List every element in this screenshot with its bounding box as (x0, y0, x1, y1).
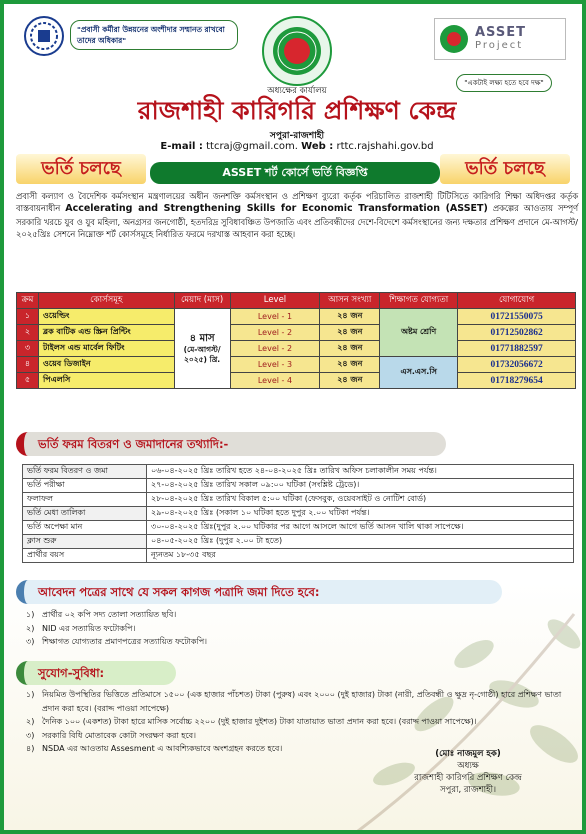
row-sl: ৫ (17, 373, 39, 389)
schedule-value: ০৬-০৪-২০২৫ খ্রিঃ তারিখ হতে ২৪-০৪-২০২৫ খ্রিঃ তারিখ অফিস চলাকালীন সময় পর্যন্ত। (147, 465, 574, 479)
contact-line (4, 141, 586, 152)
schedule-value: ০৪-০৫-২০২৫ খ্রিঃ (দুপুর ২.০০ টা হতে) (147, 535, 574, 549)
admission-banner-left: ভর্তি চলছে (16, 154, 146, 184)
asset-project-logo (434, 18, 566, 60)
row-seats: ২৪ জন (320, 373, 380, 389)
list-item (26, 608, 207, 622)
item-number: ২) (26, 623, 35, 633)
item-number: ৪) (26, 744, 35, 753)
table-row (23, 479, 574, 493)
course-table (16, 292, 576, 389)
header-level: Level (230, 293, 320, 309)
admission-banner-right: ভর্তি চলছে (440, 154, 570, 184)
qualification-class-eight: অষ্টম শ্রেণি (380, 309, 458, 357)
intro-project-name: Accelerating and Strengthening Skills for Economic Transformation (ASSET) (65, 203, 488, 215)
duration-cell (174, 309, 230, 389)
table-row (23, 521, 574, 535)
item-text: NID এর সত্যায়িত ফটোকপি। (42, 623, 136, 633)
signatory-org: রাজশাহী কারিগরি প্রশিক্ষণ কেন্দ্র (414, 773, 522, 783)
row-course: পিএলসি (38, 373, 174, 389)
row-course: ব্লক বাটিক এন্ড স্ক্রিন প্রিন্টিং (38, 325, 174, 341)
benefits-section-title: সুযোগ-সুবিধা: (16, 661, 176, 685)
item-text: NSDA এর আওতায় Assesment এ আবশ্যিকভাবে অংশগ্রহন করতে হবে। (42, 744, 283, 753)
asset-logo-sub: Project (475, 40, 524, 51)
item-number: ৩) (26, 730, 35, 740)
list-item (26, 715, 566, 729)
item-number: ৩) (26, 637, 35, 646)
duration-sub: (মে-আগস্ট/ ২০২৫) খ্রি. (183, 344, 221, 364)
table-row (23, 507, 574, 521)
row-phone: 01732056672 (458, 357, 576, 373)
header-course: কোর্সসমূহ (38, 293, 174, 309)
row-sl: ২ (17, 325, 39, 341)
row-sl: ১ (17, 309, 39, 325)
row-phone: 01771882597 (458, 341, 576, 357)
signatory-place: সপুরা, রাজশাহী। (439, 785, 497, 795)
item-text: শিক্ষাগত যোগ্যতার প্রমাণপত্রের সত্যায়িত ফটোকপি। (42, 637, 208, 646)
row-seats: ২৪ জন (320, 309, 380, 325)
intro-paragraph (16, 190, 578, 240)
header-seats: আসন সংখ্যা (320, 293, 380, 309)
documents-list (26, 608, 207, 649)
row-course: ওয়েল্ডিং (38, 309, 174, 325)
asset-logo-title: ASSET (475, 25, 526, 40)
row-seats: ২৪ জন (320, 357, 380, 373)
schedule-key: ভর্তি অপেক্ষা মান (23, 521, 147, 535)
bmet-logo-icon (24, 16, 64, 56)
table-row (23, 549, 574, 563)
schedule-value: ন্যূনতম ১৮-৩৫ বছর (147, 549, 574, 563)
item-number: ১) (26, 690, 35, 699)
item-number: ১) (26, 610, 35, 619)
course-table-header (17, 293, 576, 309)
header-contact: যোগাযোগ (458, 293, 576, 309)
row-seats: ২৪ জন (320, 341, 380, 357)
table-row (23, 493, 574, 507)
schedule-table (22, 464, 574, 563)
slogan-right: "একটাই লক্ষ্য হতে হবে দক্ষ" (456, 74, 552, 92)
table-row (17, 309, 576, 325)
row-level: Level - 2 (230, 325, 320, 341)
schedule-key: প্রার্থীর বয়স (23, 549, 147, 563)
list-item (26, 688, 566, 715)
table-row (17, 341, 576, 357)
emblem-small-icon (439, 24, 469, 54)
duration-main: ৪ মাস (189, 332, 215, 344)
row-course: ওয়েব ডিজাইন (38, 357, 174, 373)
row-phone: 01718279654 (458, 373, 576, 389)
header-duration: মেয়াদ (মাস) (174, 293, 230, 309)
schedule-key: ভর্তি পরীক্ষা (23, 479, 147, 493)
documents-section-title: আবেদন পত্রের সাথে যে সকল কাগজ পত্রাদি জমা দিতে হবে: (16, 580, 502, 604)
intro-part-1: প্রবাসী কল্যাণ ও বৈদেশিক কর্মসংস্থান মন্ত্রণালয়ের অধীন জনশক্তি কর্মসংস্থান ও প্রশিক্ষণ ব্যুরো কর্তৃক পরিচালিত রাজশাহী টিটিসিতে কারিগরি শিক্ষা অধিদপ্তর কর্তৃক বাস্তবায়নাধীন (16, 191, 578, 214)
table-row (17, 357, 576, 373)
row-level: Level - 1 (230, 309, 320, 325)
schedule-key: ভর্তি ফরম বিতরণ ও জমা (23, 465, 147, 479)
list-item (26, 729, 566, 743)
header-qualification: শিক্ষাগত যোগ্যতা (380, 293, 458, 309)
website: rttc.rajshahi.gov.bd (336, 141, 434, 152)
schedule-key: ক্লাস শুরু (23, 535, 147, 549)
benefits-list (26, 688, 566, 756)
qualification-ssc: এস.এস.সি (380, 357, 458, 389)
signatory-designation: অধ্যক্ষ (457, 761, 479, 771)
item-text: দৈনিক ১০০ (একশত) টাকা হারে মাসিক সর্বোচ্চ ২২০০ (দুই হাজার দুইশত) টাকা যাতায়াত ভাতা প্রদান করা হবে। (বরাদ্দ পাওয়া সাপেক্ষে)। (42, 717, 477, 726)
item-text: নিয়মিত উপস্থিতির ভিত্তিতে প্রতিমাসে ১৫০০ (এক হাজার পাঁচশত) টাকা (পুরুষ) এবং ২০০০ (দুই হাজার) টাকা (নারী, প্রতিবন্ধী ও ক্ষুদ্র নৃ-গোষ্ঠী) হারে প্রশিক্ষণ ভাতা প্রদান করা হবে। (বরাদ্দ পাওয়া সাপেক্ষে) (42, 690, 562, 713)
item-text: সরকারি বিধি মোতাবেক কোটা সংরক্ষণ করা হবে। (42, 730, 196, 740)
table-row (23, 535, 574, 549)
row-phone: 01712502862 (458, 325, 576, 341)
schedule-key: ফলাফল (23, 493, 147, 507)
row-level: Level - 3 (230, 357, 320, 373)
government-emblem-icon (262, 16, 332, 86)
row-sl: ৩ (17, 341, 39, 357)
email-address: ttcraj@gmail.com. (206, 141, 298, 152)
notice-heading: ASSET শর্ট কোর্সে ভর্তি বিজ্ঞপ্তি (150, 162, 440, 184)
office-line: অধ্যক্ষের কার্যালয় (267, 86, 327, 96)
slogan-left: "প্রবাসী কর্মীরা উন্নয়নের অংশীদার সম্মানত রাখবো তাদের অধিকার" (70, 20, 238, 50)
schedule-key: ভর্তি মেধা তালিকা (23, 507, 147, 521)
row-level: Level - 2 (230, 341, 320, 357)
intro-part-2: প্রকল্পের আওতায় সম্পূর্ণ সরকারি খরচে যুব ও যুব মহিলা, অনগ্রসর জনগোষ্ঠী, হতদরিদ্র সুবিধাবঞ্চিত উপজাতি এবং প্রতিবন্ধীদের দেশে-বিদেশে কর্মসংস্থানের জন্য দক্ষতার প্রশিক্ষণ প্রদানে মে-আগস্ট/২০২৫খ্রিঃ সেশনে নিম্নোক্ত শর্ট কোর্সসমূহে নির্ধারিত ফরমে দরখাস্ত আহবান করা হচ্ছে। (16, 203, 578, 239)
list-item (26, 622, 207, 636)
location-subtitle: সপুরা-রাজশাহী (269, 131, 325, 141)
schedule-value: ৩০-০৪-২০২৫ খ্রিঃ(দুপুর ২.০০ ঘটিকার পর আগে আসলে আগে ভর্তি আসন খালি থাকা সাপেক্ষে। (147, 521, 574, 535)
list-item (26, 635, 207, 649)
schedule-value: ২৯-০৪-২০২৫ খ্রিঃ (সকাল ১০ ঘটিকা হতে দুপুর ২.০০ ঘটিকা পর্যন্ত। (147, 507, 574, 521)
item-text: প্রার্থীর ০২ কপি সদ্য তোলা সত্যায়িত ছবি। (42, 610, 177, 619)
row-sl: ৪ (17, 357, 39, 373)
schedule-value: ২৭-০৪-২০২৫ খ্রিঃ তারিখ সকাল ০৯:০০ ঘটিকা (সংশ্লিষ্ট ট্রেডে)। (147, 479, 574, 493)
row-level: Level - 4 (230, 373, 320, 389)
table-row (23, 465, 574, 479)
table-row (17, 373, 576, 389)
schedule-value: ২৮-০৪-২০২৫ খ্রিঃ তারিখ বিকাল ৫:০০ ঘটিকা (ফেসবুক, ওয়েবসাইট ও নোটিশ বোর্ড) (147, 493, 574, 507)
item-number: ২) (26, 717, 35, 726)
signature-block (368, 748, 568, 796)
email-label: E-mail : (160, 141, 203, 152)
row-phone: 01721550075 (458, 309, 576, 325)
schedule-section-title: ভর্তি ফরম বিতরণ ও জমাদানের তথ্যাদি:- (16, 432, 446, 456)
header-sl: ক্রম (17, 293, 39, 309)
page-title: রাজশাহী কারিগরি প্রশিক্ষণ কেন্দ্র (137, 96, 457, 125)
web-label: Web : (301, 141, 334, 152)
row-course: টাইলস এন্ড মার্বেল ফিটিং (38, 341, 174, 357)
table-row (17, 325, 576, 341)
row-seats: ২৪ জন (320, 325, 380, 341)
signatory-name: (মোঃ নাজমুল হক) (435, 749, 501, 759)
